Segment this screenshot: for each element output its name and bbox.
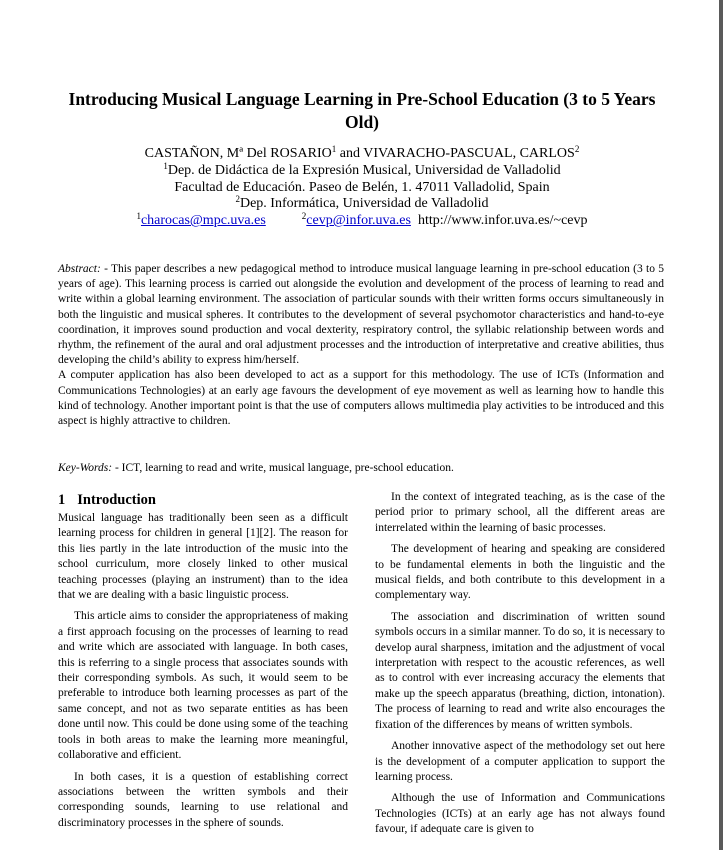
paragraph: Although the use of Information and Communications Technologies (ICTs) at an early age has not always found favour, if adequate care is given to	[375, 792, 665, 836]
contact-line	[56, 213, 668, 230]
paragraph: This article aims to consider the appropriateness of making a first approach focusing on the processes of learning to read and write which are associated with language. In both cases, this is referring to a single process that associates sounds with their corresponding symbols. As such, it would seem to be preferable to introduce both learning processes as part of the same concept, and not as two separate entities as has been done until now. This could be done using some of the teaching tools in both areas to make the learning more meaningful, collaborative and efficient.	[58, 610, 348, 762]
email-1-link[interactable]: charocas@mpc.uva.es	[140, 213, 266, 229]
right-column	[375, 490, 665, 838]
affiliation-2-sup: 2	[235, 194, 240, 205]
affiliation-2-line	[56, 196, 668, 213]
paragraph: Musical language has traditionally been seen as a difficult learning process for children in general [1][2]. The reason for this lies partly in the late introduction of the music into the school curriculum, more closely linked to other musical teaching processes (playing an instrument) than to the idea that we are dealing with a basic linguistic process.	[58, 512, 348, 602]
affiliation-1-sup: 1	[163, 160, 168, 171]
paragraph: Another innovative aspect of the methodology set out here is the development of a computer application to support the learning process.	[375, 740, 665, 783]
abstract-text-1: - This paper describes a new pedagogical method to introduce musical language learning in pre-school education (3 to 5 years of age). This learning process is carried out alongside the evolution and development of the process of learning to read and write within a global learning environment. The association of particular sounds with their written forms occurs simultaneously in both the linguistic and musical spheres. It contributes to the development of several psychomotor characteristics and hand-to-eye coordination, it improves sound production and vocal dexterity, respiratory control, the syllabic relationship between words and rhythm, the refinement of the aural and oral adjustment processes and the introduction of interpretative and creative abilities, thus developing the child’s ability to express him/herself.	[58, 263, 664, 367]
author-2-sup: 2	[574, 144, 580, 154]
abstract-paragraph-1	[58, 262, 664, 368]
email-2-link[interactable]: cevp@infor.uva.es	[306, 213, 411, 229]
author-block	[56, 146, 668, 230]
author-2-name: VIVARACHO-PASCUAL, CARLOS	[363, 146, 575, 161]
section-number: 1	[58, 492, 66, 508]
paragraph: In both cases, it is a question of establishing correct associations between the written symbols and their corresponding sounds, learning to use relational and discriminatory processes in the sphere of sounds.	[58, 770, 348, 829]
section-title: Introduction	[77, 492, 156, 508]
abstract-paragraph-2: A computer application has also been developed to act as a support for this methodology. The use of ICTs (Information and Communications Technologies) at an early age favours the development of eye movement as well as learning how to handle this kind of technology. Another important point is that the use of computers allows multimedia play activities to be introduced and this aspect is highly attractive to children.	[58, 369, 664, 428]
author-1-sup: 1	[331, 144, 337, 154]
website-url: http://www.infor.uva.es/~cevp	[417, 213, 588, 229]
affiliation-1-line-1	[56, 160, 668, 180]
email-1-sup: 1	[136, 211, 141, 222]
keywords	[58, 461, 664, 476]
section-heading	[58, 490, 348, 510]
left-column	[58, 490, 348, 831]
affiliation-2-text: Dep. Informática, Universidad de Valladolid	[239, 196, 489, 212]
keywords-label: Key-Words:	[58, 462, 113, 474]
abstract-label: Abstract:	[58, 263, 101, 275]
email-2-sup: 2	[301, 211, 307, 222]
author-connector: and	[336, 146, 364, 161]
paragraph: In the context of integrated teaching, as is the case of the period prior to primary school, all the different areas are interrelated within the learning of basic processes.	[375, 491, 665, 534]
affiliation-1-text: Dep. de Didáctica de la Expresión Musical, Universidad de Valladolid	[167, 162, 561, 178]
affiliation-1-line-2: Facultad de Educación. Paseo de Belén, 1. 47011 Valladolid, Spain	[174, 179, 550, 195]
paper-title: Introducing Musical Language Learning in Pre-School Education (3 to 5 Years Old)	[68, 89, 656, 132]
paragraph: The association and discrimination of written sound symbols occurs in a similar manner. To do so, it is necessary to develop aural sharpness, imitation and the adjustment of vocal interpretation with respect to the acoustic references, as well as to control with ever increasing accuracy the elements that make up the speech apparatus (breathing, diction, intonation). The process of learning to read and write also encourages the fixation of the differences by means of written symbols.	[375, 610, 665, 731]
keywords-text: - ICT, learning to read and write, musical language, pre-school education.	[112, 462, 454, 474]
author-line	[56, 146, 668, 163]
author-1-name: CASTAÑON, Mª Del ROSARIO	[144, 146, 332, 161]
page-edge	[719, 0, 723, 850]
paragraph: The development of hearing and speaking are considered to be fundamental elements in both the linguistic and the musical fields, and both contribute to this development in a complementary way.	[375, 543, 665, 602]
abstract	[58, 262, 664, 429]
